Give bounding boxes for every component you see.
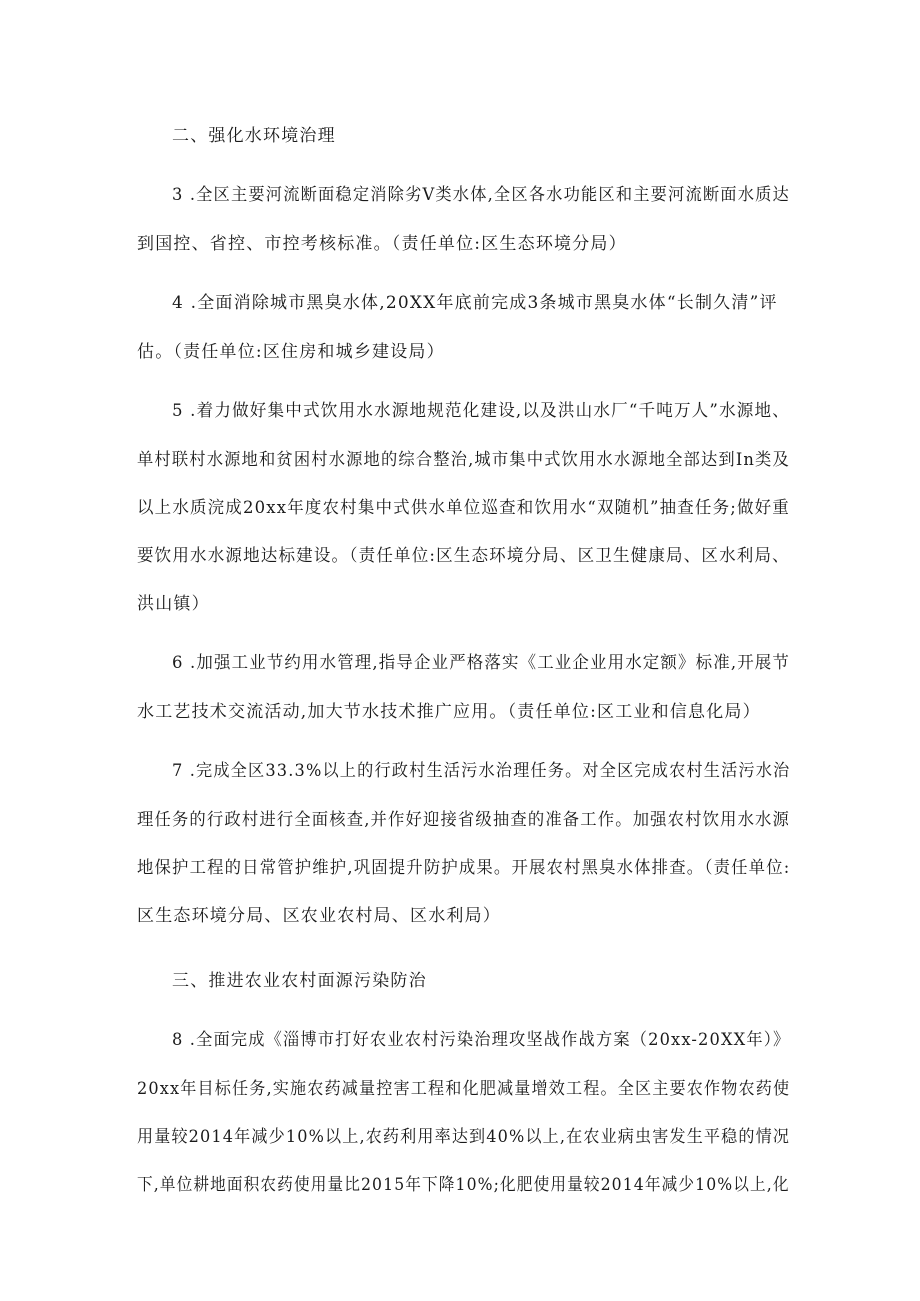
section-heading-2: 二、强化水环境治理 <box>172 126 336 146</box>
item-6-line-1: 6 .加强工业节约用水管理,指导企业严格落实《工业企业用水定额》标准,开展节 <box>172 653 791 673</box>
item-5-line-5: 洪山镇） <box>137 594 210 614</box>
item-8-line-1: 8 .全面完成《淄博市打好农业农村污染治理攻坚战作战方案（20xx-20XX年）》 <box>172 1030 791 1050</box>
item-4-line-2: 估。（责任单位:区住房和城乡建设局） <box>137 342 445 362</box>
item-4-line-1: 4 .全面消除城市黑臭水体,20XX年底前完成3条城市黑臭水体“长制久清”评 <box>172 293 778 313</box>
item-5-line-4: 要饮用水水源地达标建设。（责任单位:区生态环境分局、区卫生健康局、区水利局、 <box>137 546 790 566</box>
item-7-line-3: 地保护工程的日常管护维护,巩固提升防护成果。开展农村黑臭水体排查。（责任单位: <box>137 858 791 878</box>
item-7-line-4: 区生态环境分局、区农业农村局、区水利局） <box>137 906 501 926</box>
item-8-line-4: 下,单位耕地面积农药使用量比2015年下降10%;化肥使用量较2014年减少10%以上,化 <box>137 1175 790 1195</box>
item-5-line-1: 5 .着力做好集中式饮用水水源地规范化建设,以及洪山水厂“千吨万人”水源地、 <box>172 401 791 421</box>
item-6-line-2: 水工艺技术交流活动,加大节水技术推广应用。（责任单位:区工业和信息化局） <box>137 702 761 722</box>
item-3-line-1: 3 .全区主要河流断面稳定消除劣Ⅴ类水体,全区各水功能区和主要河流断面水质达 <box>172 185 790 205</box>
item-8-line-2: 20xx年目标任务,实施农药减量控害工程和化肥减量增效工程。全区主要农作物农药使 <box>137 1079 791 1099</box>
item-5-line-3: 以上水质浣成20xx年度农村集中式供水单位巡查和饮用水“双随机”抽查任务;做好重 <box>137 498 790 518</box>
item-8-line-3: 用量较2014年减少10%以上,农药利用率达到40%以上,在农业病虫害发生平稳的情况 <box>137 1127 791 1147</box>
item-5-line-2: 单村联村水源地和贫困村水源地的综合整治,城市集中式饮用水水源地全部达到In类及 <box>137 450 790 470</box>
section-heading-3: 三、推进农业农村面源污染防治 <box>172 971 427 991</box>
item-7-line-2: 理任务的行政村进行全面核查,并作好迎接省级抽查的准备工作。加强农村饮用水水源 <box>137 810 791 830</box>
item-7-line-1: 7 .完成全区33.3%以上的行政村生活污水治理任务。对全区完成农村生活污水治 <box>172 761 791 781</box>
item-3-line-2: 到国控、省控、市控考核标准。（责任单位:区生态环境分局） <box>137 234 627 254</box>
